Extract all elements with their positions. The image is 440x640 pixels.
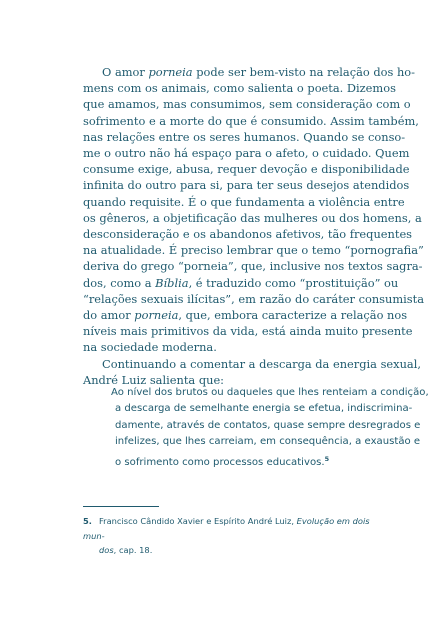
- text-segment: André Luiz salienta que:: [83, 372, 225, 387]
- text-line: [83, 96, 411, 112]
- text-segment: na sociedade moderna.: [83, 340, 217, 355]
- footnote: [83, 514, 392, 558]
- quote-line: [111, 434, 421, 450]
- quote-text: damente, através de contatos, quase sempre desregrados e: [115, 419, 421, 431]
- text-line: [83, 145, 410, 161]
- text-line: [83, 129, 406, 145]
- text-line: [83, 80, 396, 96]
- text-segment: que amamos, mas consumimos, sem consideração com o: [83, 97, 411, 112]
- footnote-title-2: dos: [99, 545, 114, 555]
- text-line: [83, 177, 410, 193]
- text-line: [83, 242, 424, 258]
- block-quote: [111, 385, 429, 471]
- quote-text: infelizes, que lhes carreiam, em consequência, a exaustão e: [115, 436, 421, 448]
- footnote-rule: [83, 506, 159, 507]
- quote-line: [111, 418, 421, 434]
- text-line: [83, 323, 413, 339]
- italic-term: porneia: [134, 308, 179, 323]
- footnote-text-2: , cap. 18.: [113, 545, 153, 555]
- footnote-text-1: Francisco Cândido Xavier e Espírito André Luiz,: [99, 516, 297, 526]
- footnote-number: 5.: [83, 516, 92, 526]
- text-line: [83, 113, 419, 129]
- text-line: [83, 258, 423, 274]
- text-line: [83, 226, 413, 242]
- text-segment: na atualidade. É preciso lembrar que o temo “pornografia”: [83, 243, 424, 258]
- text-segment: Continuando a comentar a descarga da energia sexual,: [102, 356, 421, 371]
- text-segment: quando requisite. É o que fundamenta a violência entre: [83, 194, 405, 209]
- text-line: [83, 64, 416, 80]
- text-segment: sofrimento e a morte do que é consumido. Assim também,: [83, 113, 419, 128]
- italic-term: porneia: [148, 65, 193, 79]
- quote-line: [111, 385, 429, 401]
- text-line: [83, 356, 421, 372]
- text-segment: desconsideração e os abandonos afetivos, tão frequentes: [83, 227, 413, 242]
- text-segment: “relações sexuais ilícitas”, em razão do caráter consumista: [83, 291, 425, 306]
- text-segment: consume exige, abusa, requer devoção e disponibilidade: [83, 162, 410, 177]
- text-segment: nas relações entre os seres humanos. Quando se conso-: [83, 129, 406, 144]
- text-segment: dos, como a: [83, 275, 156, 290]
- main-paragraphs: [83, 64, 425, 388]
- text-line: [83, 210, 422, 226]
- text-line: [83, 275, 399, 291]
- text-line: [83, 194, 405, 210]
- quote-text: Ao nível dos brutos ou daqueles que lhes renteiam a condição,: [111, 387, 429, 398]
- text-segment: mens com os animais, como salienta o poeta. Dizemos: [83, 81, 396, 96]
- footnote-reference: 5: [324, 454, 330, 463]
- text-segment: os gêneros, a objetificação das mulheres ou dos homens, a: [83, 210, 422, 225]
- text-segment: me o outro não há espaço para o afeto, o cuidado. Quem: [83, 146, 410, 161]
- quote-line: [111, 451, 392, 471]
- text-segment: deriva do grego “porneia”, que, inclusive nos textos sagra-: [83, 259, 423, 274]
- text-segment: , é traduzido como “prostituição” ou: [188, 275, 399, 290]
- quote-line: [111, 401, 413, 417]
- text-line: [83, 307, 408, 323]
- text-segment: infinita do outro para si, para ter seus desejos atendidos: [83, 178, 410, 193]
- text-line: [83, 339, 392, 355]
- quote-text: a descarga de semelhante energia se efetua, indiscrimina-: [115, 403, 413, 415]
- italic-term: Bíblia: [155, 275, 189, 290]
- text-segment: pode ser bem-visto na relação dos ho-: [192, 65, 416, 79]
- text-segment: níveis mais primitivos da vida, está ainda muito presente: [83, 324, 413, 339]
- quote-text: o sofrimento como processos educativos.: [115, 456, 325, 468]
- text-segment: O amor: [102, 65, 149, 79]
- text-segment: , que, embora caracterize a relação nos: [178, 308, 408, 323]
- footnote-title-1: Evolução em dois mun-: [83, 516, 370, 541]
- text-line: [83, 291, 425, 307]
- text-segment: do amor: [83, 308, 135, 323]
- text-line: [83, 161, 410, 177]
